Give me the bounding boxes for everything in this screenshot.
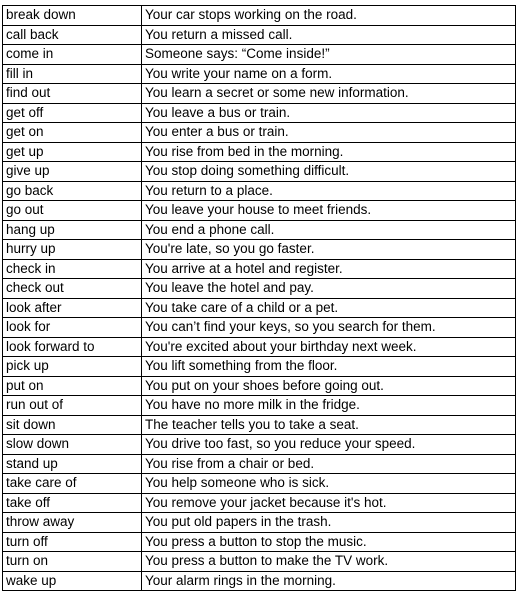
- table-body: [3, 6, 516, 591]
- phrasal-verb-cell: check out: [3, 279, 142, 299]
- table-row: [3, 103, 516, 123]
- table-row: [3, 64, 516, 84]
- table-row: [3, 493, 516, 513]
- phrasal-verb-cell: sit down: [3, 415, 142, 435]
- phrasal-verb-cell: stand up: [3, 454, 142, 474]
- meaning-cell: You stop doing something difficult.: [142, 162, 516, 182]
- meaning-cell: You learn a secret or some new information.: [142, 84, 516, 104]
- phrasal-verb-cell: look for: [3, 318, 142, 338]
- table-row: [3, 532, 516, 552]
- table-row: [3, 454, 516, 474]
- phrasal-verb-cell: turn on: [3, 552, 142, 572]
- phrasal-verb-cell: give up: [3, 162, 142, 182]
- meaning-cell: You can’t find your keys, so you search for them.: [142, 318, 516, 338]
- table-row: [3, 6, 516, 26]
- table-row: [3, 357, 516, 377]
- table-row: [3, 142, 516, 162]
- table-row: [3, 181, 516, 201]
- meaning-cell: You leave the hotel and pay.: [142, 279, 516, 299]
- table-row: [3, 396, 516, 416]
- meaning-cell: You put on your shoes before going out.: [142, 376, 516, 396]
- table-row: [3, 162, 516, 182]
- phrasal-verb-cell: go out: [3, 201, 142, 221]
- meaning-cell: You help someone who is sick.: [142, 474, 516, 494]
- meaning-cell: You drive too fast, so you reduce your speed.: [142, 435, 516, 455]
- table-row: [3, 474, 516, 494]
- meaning-cell: You return a missed call.: [142, 25, 516, 45]
- table-row: [3, 376, 516, 396]
- phrasal-verb-cell: check in: [3, 259, 142, 279]
- phrasal-verb-cell: come in: [3, 45, 142, 65]
- phrasal-verb-cell: find out: [3, 84, 142, 104]
- phrasal-verb-cell: hang up: [3, 220, 142, 240]
- table-row: [3, 552, 516, 572]
- phrasal-verb-cell: look after: [3, 298, 142, 318]
- meaning-cell: You leave your house to meet friends.: [142, 201, 516, 221]
- table-row: [3, 123, 516, 143]
- phrasal-verb-cell: wake up: [3, 571, 142, 591]
- meaning-cell: You're late, so you go faster.: [142, 240, 516, 260]
- phrasal-verb-cell: fill in: [3, 64, 142, 84]
- meaning-cell: You arrive at a hotel and register.: [142, 259, 516, 279]
- phrasal-verb-cell: get up: [3, 142, 142, 162]
- meaning-cell: Your alarm rings in the morning.: [142, 571, 516, 591]
- phrasal-verb-cell: take off: [3, 493, 142, 513]
- table-row: [3, 298, 516, 318]
- table-row: [3, 513, 516, 533]
- phrasal-verb-cell: look forward to: [3, 337, 142, 357]
- meaning-cell: You leave a bus or train.: [142, 103, 516, 123]
- table-row: [3, 337, 516, 357]
- phrasal-verb-cell: throw away: [3, 513, 142, 533]
- table-row: [3, 220, 516, 240]
- table-row: [3, 279, 516, 299]
- table-row: [3, 259, 516, 279]
- table-row: [3, 318, 516, 338]
- meaning-cell: You're excited about your birthday next week.: [142, 337, 516, 357]
- table-row: [3, 240, 516, 260]
- meaning-cell: You rise from a chair or bed.: [142, 454, 516, 474]
- phrasal-verbs-sheet: [2, 5, 515, 591]
- meaning-cell: The teacher tells you to take a seat.: [142, 415, 516, 435]
- meaning-cell: Someone says: “Come inside!”: [142, 45, 516, 65]
- meaning-cell: You lift something from the floor.: [142, 357, 516, 377]
- meaning-cell: You have no more milk in the fridge.: [142, 396, 516, 416]
- table-row: [3, 45, 516, 65]
- phrasal-verb-cell: take care of: [3, 474, 142, 494]
- table-row: [3, 435, 516, 455]
- table-row: [3, 415, 516, 435]
- meaning-cell: You enter a bus or train.: [142, 123, 516, 143]
- phrasal-verb-cell: go back: [3, 181, 142, 201]
- phrasal-verb-cell: call back: [3, 25, 142, 45]
- meaning-cell: You rise from bed in the morning.: [142, 142, 516, 162]
- table-row: [3, 25, 516, 45]
- table-row: [3, 201, 516, 221]
- table-row: [3, 571, 516, 591]
- meaning-cell: You press a button to stop the music.: [142, 532, 516, 552]
- meaning-cell: You return to a place.: [142, 181, 516, 201]
- meaning-cell: You take care of a child or a pet.: [142, 298, 516, 318]
- phrasal-verb-cell: get off: [3, 103, 142, 123]
- meaning-cell: You press a button to make the TV work.: [142, 552, 516, 572]
- phrasal-verb-cell: slow down: [3, 435, 142, 455]
- phrasal-verbs-table: [2, 5, 516, 591]
- phrasal-verb-cell: pick up: [3, 357, 142, 377]
- table-row: [3, 84, 516, 104]
- phrasal-verb-cell: run out of: [3, 396, 142, 416]
- phrasal-verb-cell: break down: [3, 6, 142, 26]
- meaning-cell: You put old papers in the trash.: [142, 513, 516, 533]
- phrasal-verb-cell: turn off: [3, 532, 142, 552]
- meaning-cell: You end a phone call.: [142, 220, 516, 240]
- phrasal-verb-cell: hurry up: [3, 240, 142, 260]
- meaning-cell: Your car stops working on the road.: [142, 6, 516, 26]
- meaning-cell: You remove your jacket because it's hot.: [142, 493, 516, 513]
- meaning-cell: You write your name on a form.: [142, 64, 516, 84]
- phrasal-verb-cell: put on: [3, 376, 142, 396]
- phrasal-verb-cell: get on: [3, 123, 142, 143]
